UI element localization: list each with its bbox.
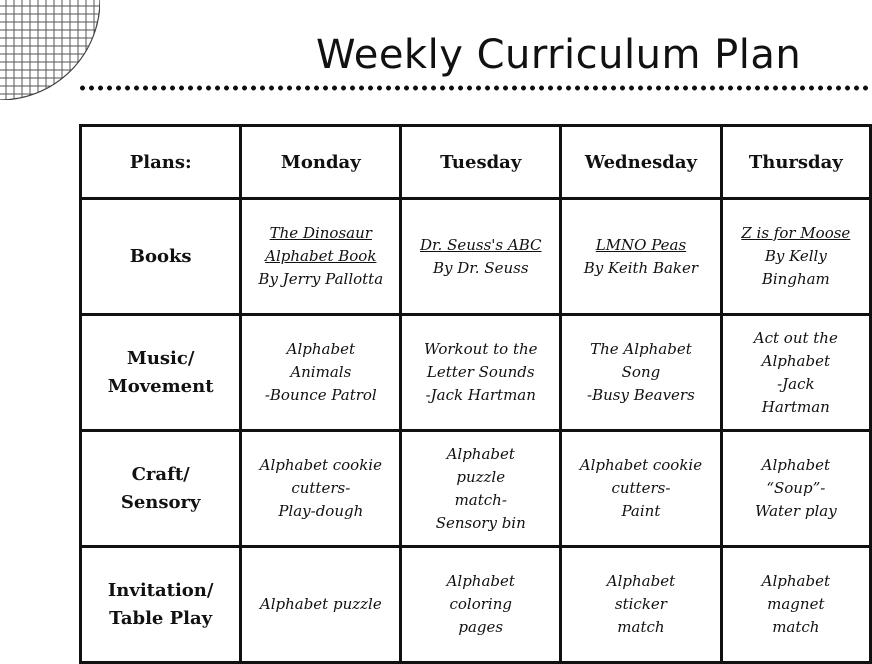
header-wednesday: Wednesday [561,126,721,199]
book-author: By Jerry Pallotta [258,270,384,288]
row-label-invitation-table-play: Invitation/ Table Play [81,547,241,663]
cell-invitation-monday: Alphabet puzzle [241,547,401,663]
cell-craft-thursday: Alphabet “Soup”- Water play [721,431,870,547]
book-author: By Dr. Seuss [432,258,529,277]
row-craft-sensory [81,431,871,547]
book-title: LMNO Peas [595,235,687,254]
cell-music-monday: Alphabet Animals -Bounce Patrol [241,315,401,431]
cell-music-thursday: Act out the Alphabet -Jack Hartman [721,315,870,431]
book-author: Bingham [761,270,830,288]
cell-invitation-tuesday: Alphabet coloring pages [401,547,561,663]
book-title: Alphabet Book [265,247,377,265]
curriculum-table [79,124,872,664]
cell-books-thursday [721,199,870,315]
cell-books-wednesday [561,199,721,315]
book-title: Dr. Seuss's ABC [419,235,542,254]
book-title: The Dinosaur [269,224,372,242]
cell-books-tuesday [401,199,561,315]
cell-books-monday [241,199,401,315]
cell-invitation-thursday: Alphabet magnet match [721,547,870,663]
cell-music-wednesday: The Alphabet Song -Busy Beavers [561,315,721,431]
header-monday: Monday [241,126,401,199]
row-books [81,199,871,315]
cell-invitation-wednesday: Alphabet sticker match [561,547,721,663]
cell-craft-tuesday: Alphabet puzzle match- Sensory bin [401,431,561,547]
header-tuesday: Tuesday [401,126,561,199]
book-author: By Kelly [764,247,827,265]
header-plans: Plans: [81,126,241,199]
dotted-divider [78,85,872,91]
cell-music-tuesday: Workout to the Letter Sounds -Jack Hartman [401,315,561,431]
row-label-books: Books [81,199,241,315]
cell-craft-wednesday: Alphabet cookie cutters- Paint [561,431,721,547]
header-row [81,126,871,199]
row-label-music-movement: Music/ Movement [81,315,241,431]
row-label-craft-sensory: Craft/ Sensory [81,431,241,547]
header-thursday: Thursday [721,126,870,199]
book-title: Z is for Moose [741,224,851,242]
row-invitation-table-play [81,547,871,663]
book-author: By Keith Baker [583,258,699,277]
cell-craft-monday: Alphabet cookie cutters- Play-dough [241,431,401,547]
row-music-movement [81,315,871,431]
page-title: Weekly Curriculum Plan [316,32,802,78]
